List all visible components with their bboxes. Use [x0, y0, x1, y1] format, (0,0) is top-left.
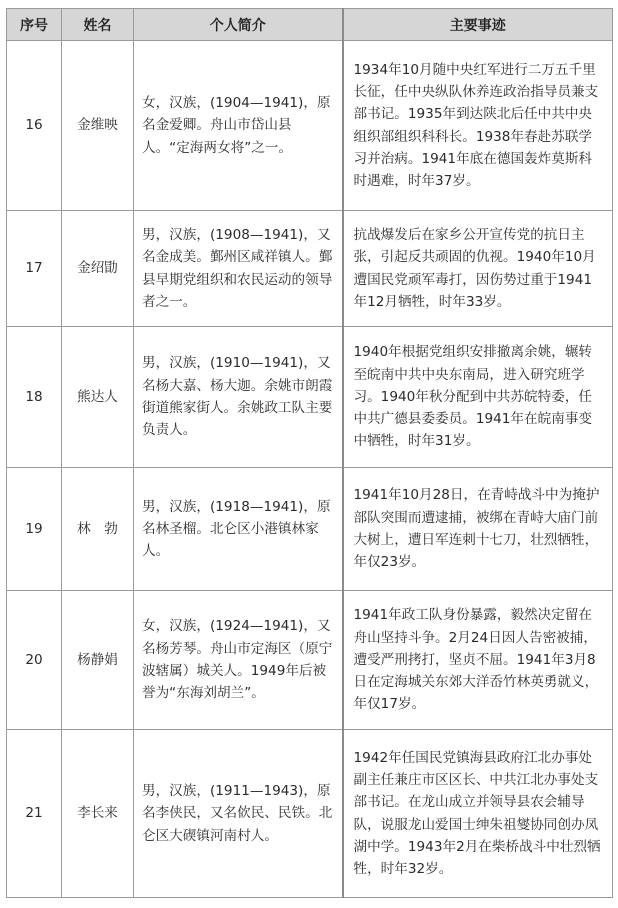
header-intro: 个人简介 — [134, 9, 343, 41]
table-header-row — [7, 9, 613, 41]
row-deeds: 1942年任国民党镇海县政府江北办事处副主任兼庄市区区长、中共江北办事处支部书记。在龙山成立并领导县农会辅导队，说服龙山爱国士绅朱祖燮协同创办凤湖中学。1943年2月在柴桥战斗中壮烈牺牲，时年32岁。 — [343, 730, 613, 898]
martyrs-table-container — [6, 8, 613, 898]
row-deeds: 1934年10月随中央红军进行二万五千里长征，任中央纵队休养连政治指导员兼支部书记。1935年到达陕北后任中共中央组织部组织科科长。1938年春赴苏联学习并治病。1941年底在德国轰炸莫斯科时遇难，时年37岁。 — [343, 41, 613, 211]
table-row — [7, 730, 613, 898]
row-num: 20 — [7, 591, 62, 730]
row-intro: 女，汉族，(1924—1941)，又名杨芳琴。舟山市定海区（原宁波辖属）城关人。1949年后被誉为“东海刘胡兰”。 — [134, 591, 343, 730]
table-row — [7, 591, 613, 730]
row-name: 金维映 — [62, 41, 134, 211]
table-row — [7, 41, 613, 211]
table-row — [7, 327, 613, 468]
row-deeds: 1941年10月28日，在青峙战斗中为掩护部队突围而遭逮捕，被绑在青峙大庙门前大树上，遭日军连刺十七刀，壮烈牺牲，年仅23岁。 — [343, 468, 613, 591]
row-num: 16 — [7, 41, 62, 211]
row-deeds: 抗战爆发后在家乡公开宣传党的抗日主张，引起反共顽固的仇视。1940年10月遭国民党顽军毒打，因伤势过重于1941年12月牺牲，时年33岁。 — [343, 211, 613, 327]
row-deeds: 1940年根据党组织安排撤离余姚，辗转至皖南中共中央东南局，进入研究班学习。1940年秋分配到中共苏皖特委，任中共广德县委委员。1941年在皖南事变中牺牲，时年31岁。 — [343, 327, 613, 468]
table-row — [7, 468, 613, 591]
row-intro: 男，汉族，(1908—1941)，又名金成美。鄞州区咸祥镇人。鄞县早期党组织和农民运动的领导者之一。 — [134, 211, 343, 327]
row-intro: 男，汉族，(1910—1941)，又名杨大嘉、杨大迦。余姚市朗霞街道熊家街人。余姚政工队主要负责人。 — [134, 327, 343, 468]
row-name: 金绍勖 — [62, 211, 134, 327]
header-name: 姓名 — [62, 9, 134, 41]
row-num: 17 — [7, 211, 62, 327]
header-num: 序号 — [7, 9, 62, 41]
row-name: 杨静娟 — [62, 591, 134, 730]
row-name: 林 勃 — [62, 468, 134, 591]
row-num: 21 — [7, 730, 62, 898]
row-name: 李长来 — [62, 730, 134, 898]
header-deeds: 主要事迹 — [343, 9, 613, 41]
row-num: 18 — [7, 327, 62, 468]
row-intro: 男，汉族，(1911—1943)，原名李侠民，又名佽民、民铁。北仑区大碶镇河南村人。 — [134, 730, 343, 898]
row-name: 熊达人 — [62, 327, 134, 468]
martyrs-table — [6, 8, 613, 898]
row-intro: 男，汉族，(1918—1941)，原名林圣榴。北仑区小港镇林家人。 — [134, 468, 343, 591]
row-deeds: 1941年政工队身份暴露，毅然决定留在舟山坚持斗争。2月24日因人告密被捕，遭受严刑拷打，坚贞不屈。1941年3月8日在定海城关东郊大洋岙竹林英勇就义，年仅17岁。 — [343, 591, 613, 730]
row-num: 19 — [7, 468, 62, 591]
table-row — [7, 211, 613, 327]
row-intro: 女，汉族，(1904—1941)，原名金爱卿。舟山市岱山县人。“定海两女将”之一。 — [134, 41, 343, 211]
